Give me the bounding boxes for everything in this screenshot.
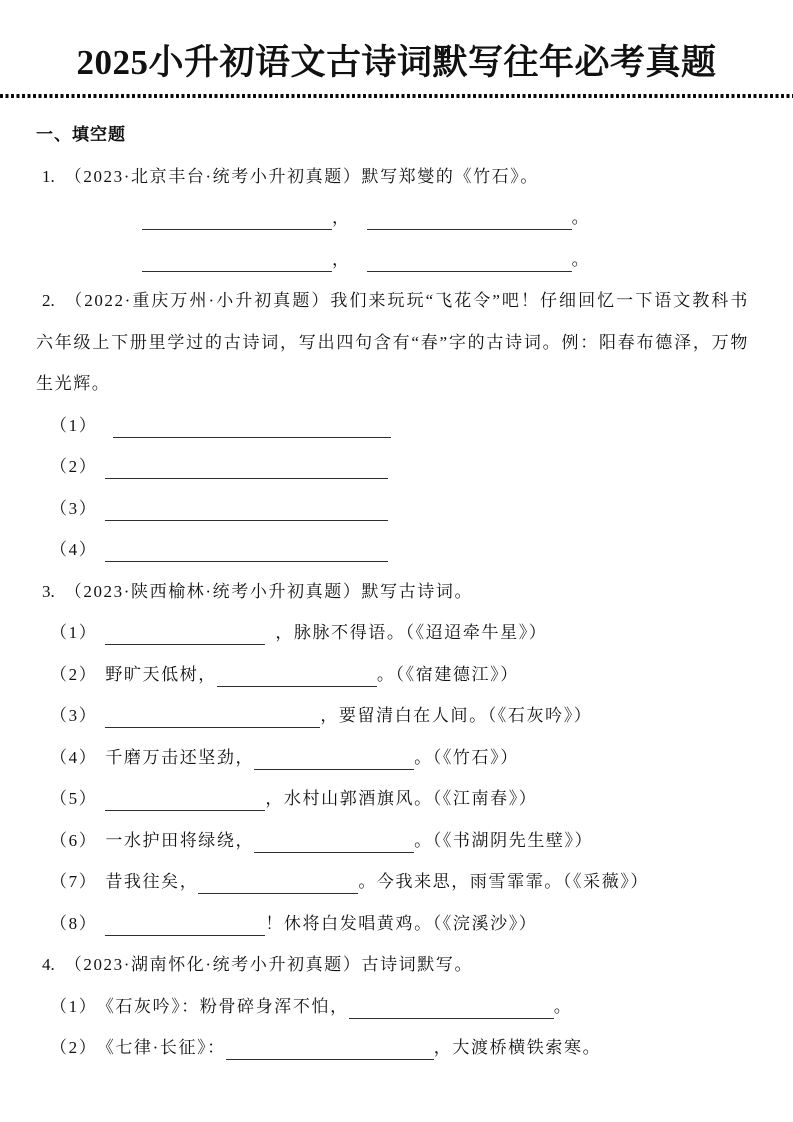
answer-row-label: （4） [50, 540, 98, 559]
answer-row-label: （2） [50, 457, 98, 476]
answer-blank[interactable] [105, 458, 388, 479]
answer-row-label: （6） [50, 830, 98, 850]
answer-row [36, 861, 749, 903]
answer-row [36, 529, 749, 571]
answer-blank[interactable] [142, 209, 332, 230]
answer-blank[interactable] [113, 417, 391, 438]
answer-blank[interactable] [105, 790, 265, 811]
answer-row [36, 778, 749, 820]
answer-row [36, 737, 749, 779]
answer-row-text: 。 [571, 208, 591, 227]
question-stem: 2. （2022·重庆万州·小升初真题）我们来玩玩“飞花令”吧！仔细回忆一下语文教科书六年级上下册里学过的古诗词，写出四句含有“春”字的古诗词。例：阳春布德泽，万物生光辉。 [36, 291, 749, 393]
answer-row-label: （1） [50, 623, 98, 642]
answer-blank[interactable] [105, 624, 265, 645]
question-number: 3. [42, 581, 55, 601]
answer-row-label: （8） [50, 913, 98, 933]
answer-row-text: 野旷天低树， [105, 664, 217, 684]
answer-row [36, 612, 749, 654]
answer-row-text: ，水村山郭酒旗风。（《江南春》） [265, 789, 538, 808]
answer-row [36, 405, 749, 447]
answer-row-text: 。今我来思，雨雪霏霏。（《采薇》） [358, 872, 650, 891]
question-block [36, 944, 749, 1069]
answer-row-text: 《石灰吟》：粉骨碎身浑不怕， [105, 996, 349, 1016]
answer-row-text: ！休将白发唱黄鸡。（《浣溪沙》） [265, 913, 538, 933]
question-block [36, 571, 749, 945]
answer-row-text: ，大渡桥横铁索寒。 [433, 1038, 602, 1057]
answer-blank[interactable] [367, 209, 572, 230]
answer-blank[interactable] [105, 707, 320, 728]
answer-row-label: （1） [50, 996, 98, 1016]
answer-row-text: 千磨万击还坚劲， [105, 747, 255, 767]
answer-row-text: ， [332, 249, 351, 269]
answer-blank[interactable] [105, 541, 388, 562]
answer-row-text: 昔我往矣， [105, 872, 199, 891]
answer-blank[interactable] [142, 251, 332, 272]
answer-row-text: ， [332, 208, 351, 227]
answer-row-label: （2） [50, 1038, 98, 1057]
question-stem: 1. （2023·北京丰台·统考小升初真题）默写郑燮的《竹石》。 [42, 166, 539, 186]
answer-row-text: 。（《书湖阴先生壁》） [414, 830, 594, 850]
answer-row [36, 239, 749, 281]
question-block [36, 280, 749, 571]
answer-blank[interactable] [226, 1039, 434, 1060]
answer-row-label: （5） [50, 789, 98, 808]
answer-row [36, 1027, 749, 1069]
answer-row [36, 488, 749, 530]
answer-blank[interactable] [198, 873, 358, 894]
answer-row [36, 197, 749, 239]
answer-row-text: 。（《竹石》） [414, 747, 519, 767]
document-body [0, 98, 793, 1069]
answer-row-label: （1） [50, 415, 98, 435]
question-block [36, 156, 749, 281]
answer-blank[interactable] [217, 666, 377, 687]
answer-blank[interactable] [367, 251, 572, 272]
answer-row-text: 。（《宿建德江》） [376, 664, 519, 684]
answer-row [36, 903, 749, 945]
answer-row-label: （2） [50, 664, 98, 684]
spacer [265, 637, 275, 638]
answer-row-label: （7） [50, 872, 98, 891]
answer-row [36, 986, 749, 1028]
spacer [351, 222, 367, 223]
question-number: 1. [42, 166, 55, 186]
answer-blank[interactable] [254, 749, 414, 770]
answer-blank[interactable] [254, 832, 414, 853]
answer-row-text: ，脉脉不得语。（《迢迢牵牛星》） [275, 623, 548, 642]
answer-blank[interactable] [105, 500, 388, 521]
question-number: 2. [42, 291, 55, 310]
answer-row [36, 820, 749, 862]
answer-blank[interactable] [349, 998, 554, 1019]
section-heading: 一、填空题 [36, 125, 126, 144]
answer-row-text: 。 [571, 249, 591, 269]
question-number: 4. [42, 955, 55, 974]
answer-row [36, 654, 749, 696]
question-stem: 4. （2023·湖南怀化·统考小升初真题）古诗词默写。 [42, 955, 474, 974]
answer-row-label: （4） [50, 747, 98, 767]
answer-row-text: 一水护田将绿绕， [105, 830, 255, 850]
answer-row-label: （3） [50, 498, 98, 518]
answer-row-text: 。 [553, 996, 573, 1016]
answer-row [36, 446, 749, 488]
question-stem: 3. （2023·陕西榆林·统考小升初真题）默写古诗词。 [42, 581, 474, 601]
questions-container [36, 156, 749, 1069]
spacer [105, 430, 113, 431]
document-title: 2025小升初语文古诗词默写往年必考真题 [76, 43, 717, 82]
answer-row [36, 695, 749, 737]
spacer [351, 264, 367, 265]
answer-row-label: （3） [50, 706, 98, 725]
answer-row-text: ，要留清白在人间。（《石灰吟》） [320, 706, 593, 725]
answer-blank[interactable] [105, 915, 265, 936]
answer-row-text: 《七律·长征》： [105, 1038, 226, 1057]
